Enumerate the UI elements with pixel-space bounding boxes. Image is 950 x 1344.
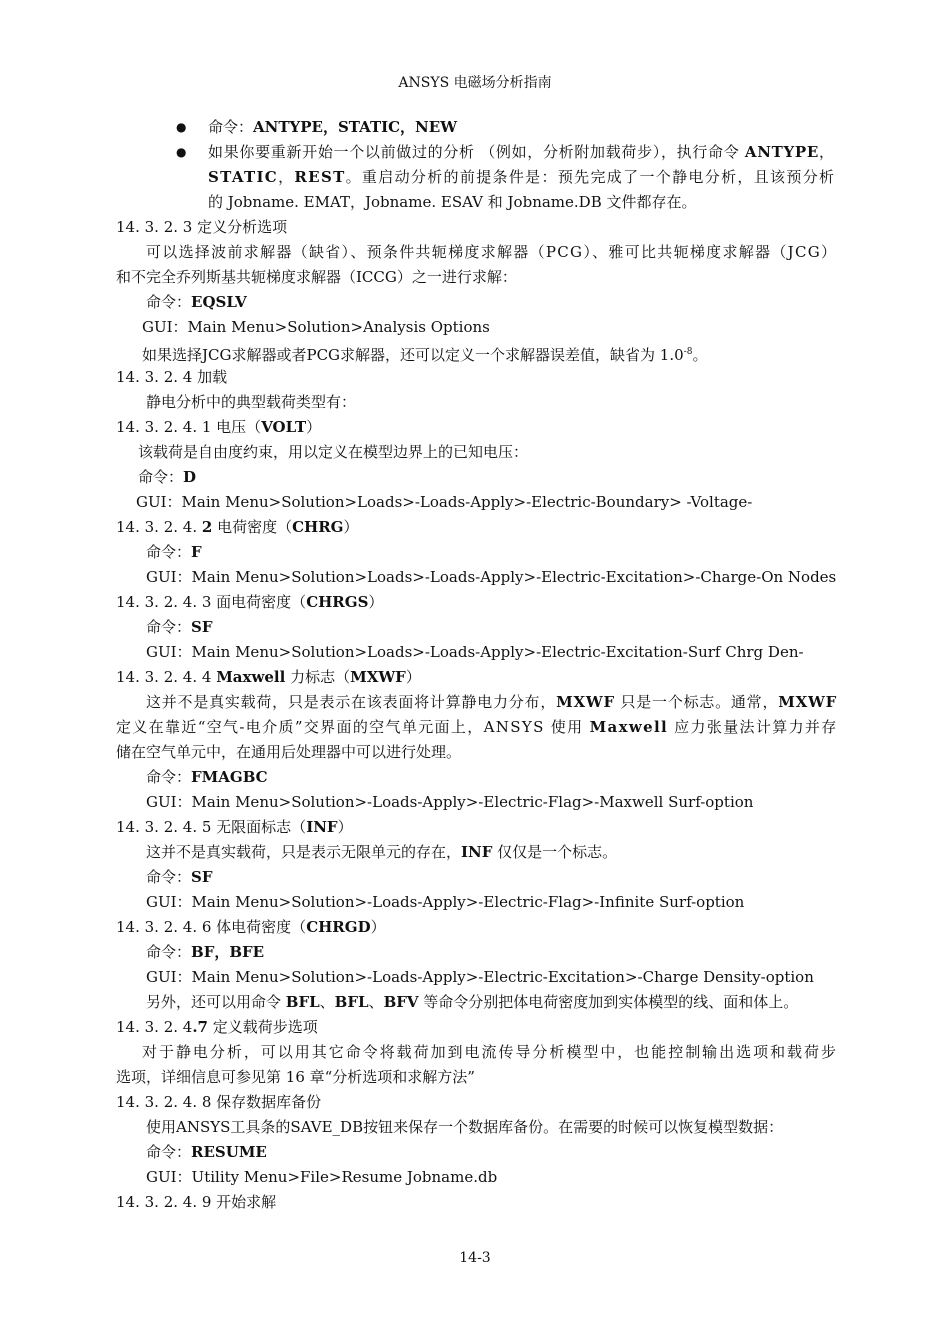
- text-line: 该载荷是自由度约束，用以定义在模型边界上的已知电压：: [138, 443, 529, 461]
- text-line: GUI：Main Menu>Solution>-Loads-Apply>-Electric-Flag>-Maxwell Surf-option: [146, 793, 754, 811]
- text-line: 14. 3. 2. 4. 2 电荷密度（CHRG）: [116, 518, 359, 536]
- text-line: 这并不是真实载荷，只是表示在该表面将计算静电力分布，MXWF 只是一个标志。通常，MXWF: [146, 693, 838, 711]
- text-line: 静电分析中的典型载荷类型有：: [146, 393, 357, 411]
- text-line: 命令：RESUME: [146, 1143, 267, 1161]
- text-line: 如果你要重新开始一个以前做过的分析 （例如，分析附加载荷步），执行命令 ANTYPE，: [208, 143, 835, 161]
- text-line: 这并不是真实载荷，只是表示无限单元的存在，INF 仅仅是一个标志。: [146, 843, 618, 861]
- text-line: GUI：Utility Menu>File>Resume Jobname.db: [146, 1168, 498, 1186]
- text-line: 14. 3. 2. 4. 9 开始求解: [116, 1193, 277, 1211]
- text-line: 和不完全乔列斯基共轭梯度求解器（ICCG）之一进行求解：: [116, 268, 517, 286]
- text-line: 命令：ANTYPE，STATIC，NEW: [208, 118, 458, 136]
- text-line: 14. 3. 2. 4.7 定义载荷步选项: [116, 1018, 318, 1036]
- text-line: 可以选择波前求解器（缺省）、预条件共轭梯度求解器（PCG）、雅可比共轭梯度求解器（JCG）: [146, 243, 838, 261]
- text-line: 14. 3. 2. 4. 4 Maxwell 力标志（MXWF）: [116, 668, 421, 686]
- text-line: 命令：EQSLV: [146, 293, 247, 311]
- bullet-icon: ●: [176, 145, 187, 159]
- page-header: ANSYS 电磁场分析指南: [398, 75, 552, 91]
- text-line: 14. 3. 2. 4. 5 无限面标志（INF）: [116, 818, 353, 836]
- bullet-icon: ●: [176, 120, 187, 134]
- text-line: GUI：Main Menu>Solution>Analysis Options: [142, 318, 490, 336]
- text-line: 命令：SF: [146, 618, 213, 636]
- text-line: 使用ANSYS工具条的SAVE_DB按钮来保存一个数据库备份。在需要的时候可以恢复模型数据：: [146, 1118, 784, 1136]
- text-line: GUI：Main Menu>Solution>Loads>-Loads-Apply>-Electric-Excitation-Surf Chrg Den-: [146, 643, 804, 661]
- text-line: 14. 3. 2. 4. 6 体电荷密度（CHRGD）: [116, 918, 386, 936]
- text-line: 命令：F: [146, 543, 202, 561]
- text-line: 定义在靠近“空气-电介质”交界面的空气单元面上，ANSYS 使用 Maxwell 应力张量法计算力并存: [116, 718, 838, 736]
- text-line: GUI：Main Menu>Solution>-Loads-Apply>-Electric-Excitation>-Charge Density-option: [146, 968, 814, 986]
- text-line: 14. 3. 2. 3 定义分析选项: [116, 218, 288, 236]
- text-line: 14. 3. 2. 4. 3 面电荷密度（CHRGS）: [116, 593, 384, 611]
- text-line: 14. 3. 2. 4. 8 保存数据库备份: [116, 1093, 322, 1111]
- text-line: GUI：Main Menu>Solution>Loads>-Loads-Apply>-Electric-Excitation>-Charge-On Nodes: [146, 568, 837, 586]
- text-line: 另外，还可以用命令 BFL、BFL、BFV 等命令分别把体电荷密度加到实体模型的线、面和体上。: [146, 993, 799, 1011]
- text-line: 命令：SF: [146, 868, 213, 886]
- text-line: 命令：D: [138, 468, 197, 486]
- page-number: 14-3: [459, 1250, 491, 1266]
- text-line: 储在空气单元中，在通用后处理器中可以进行处理。: [116, 743, 462, 761]
- text-line: STATIC，REST。重启动分析的前提条件是：预先完成了一个静电分析，且该预分析: [208, 168, 836, 186]
- text-line: 选项，详细信息可参见第 16 章“分析选项和求解方法”: [116, 1068, 475, 1086]
- text-line: 14. 3. 2. 4 加载: [116, 368, 228, 386]
- text-line: 的 Jobname. EMAT，Jobname. ESAV 和 Jobname.DB 文件都存在。: [208, 193, 697, 211]
- text-line: GUI：Main Menu>Solution>Loads>-Loads-Apply>-Electric-Boundary> -Voltage-: [136, 493, 753, 511]
- text-line: 命令：BF，BFE: [146, 943, 265, 961]
- text-line: 对于静电分析，可以用其它命令将载荷加到电流传导分析模型中，也能控制输出选项和载荷步: [142, 1043, 838, 1061]
- text-line: 14. 3. 2. 4. 1 电压（VOLT）: [116, 418, 322, 436]
- text-line: GUI：Main Menu>Solution>-Loads-Apply>-Electric-Flag>-Infinite Surf-option: [146, 893, 745, 911]
- text-line: 命令：FMAGBC: [146, 768, 268, 786]
- text-line: 如果选择JCG求解器或者PCG求解器，还可以定义一个求解器误差值，缺省为 $1.0^{-8}$。: [142, 346, 708, 364]
